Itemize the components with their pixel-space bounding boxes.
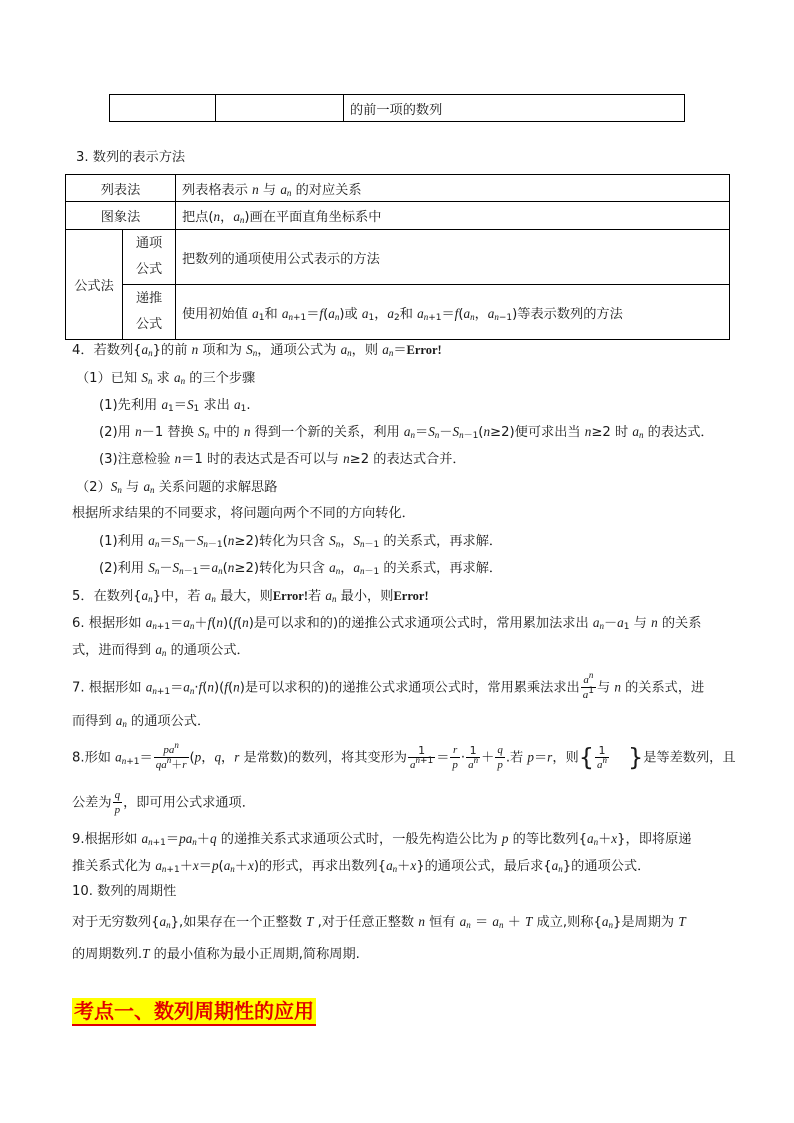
top-table-fragment [109,94,685,122]
item-9-line-1: 9.根据形如 $a_{n+1}=pa_n+q$ 的递推关系式求通项公式时，一般先构造公比为 p 的等比数列$\{a_n+x\}$，即将原递 [72,831,692,848]
step-3: (3)注意检验 n＝1 时的表达式是否可以与 n≥2 的表达式合并． [99,451,466,467]
row-graph-method-label: 图象法 [66,202,176,230]
step-2: (2)用 n－1 替换 $S_n$ 中的 n 得到一个新的关系，利用 $a_n=S_n-S_{n-1}(n\ge 2)$便可求出当 n≥2 时 $a_n$ 的表达式． [99,424,714,441]
fraction-reciprocal-left: $\frac{1}{a^{n+1}}$ [409,743,434,771]
fraction-common-difference: $\frac{q}{p}$ [114,789,121,816]
item-7-line-2: 而得到 $a_n$ 的通项公式． [72,713,211,729]
item-10-line-1: 对于无穷数列$\{a_n\}$,如果存在一个正整数 T ,对于任意正整数 n 恒有 $a_n = a_n + T$ 成立,则称$\{a_n\}$是周期为 T [72,914,686,930]
step-1: (1)先利用 $a_1=S_1$ 求出 $a_1$. [99,397,251,414]
row-formula-method-label: 公式法 [66,230,123,340]
row-graph-method-desc: 把点(n，$a_n$)画在平面直角坐标系中 [176,202,730,230]
top-table-cell-text: 的前一项的数列 [350,102,443,118]
general-term-formula-desc: 把数列的通项使用公式表示的方法 [176,230,730,285]
fraction-reciprocal-an: $\frac{1}{a^n}$ [468,743,479,771]
top-table-cell-3 [344,95,685,122]
row-table-method-label: 列表法 [66,175,176,202]
fraction-recursion: $\frac{pa^n}{qa^n+r}$ [155,740,187,771]
conversion-1: (1)利用 $a_n=S_n-S_{n-1}(n\ge 2)$转化为只含 $S_n$，$S_{n-1}$ 的关系式，再求解． [99,533,503,550]
fraction-an-over-a1: $\frac{a^n}{a^1}$ [582,670,594,701]
item-4-2-intro: 根据所求结果的不同要求，将问题向两个不同的方向转化． [72,506,415,521]
item-10-line-2: 的周期数列.T 的最小值称为最小正周期,简称周期. [72,946,360,962]
item-6-line-1: 6. 根据形如 $a_{n+1}=a_n+f(n)(f(n)$是可以求和的)的递推公式求通项公式时，常用累加法求出 $a_n-a_1$ 与 n 的关系 [72,615,702,632]
conversion-2: (2)利用 $S_n-S_{n-1}=a_n(n\ge 2)$转化为只含 $a_n$，$a_{n-1}$ 的关系式，再求解． [99,560,503,577]
recursive-formula-desc: 使用初始值 $a_1$和 $a_{n+1}=f(a_n)$或 $a_1$，$a_2$和 $a_{n+1}=f(a_n$，$a_{n-1}$)等表示数列的方法 [176,285,730,340]
fraction-reciprocal-set: $\frac{1}{a^n}$ [596,743,607,771]
section-heading-periodicity: 考点一、数列周期性的应用 [72,998,316,1026]
recursive-formula-label: 递推 公式 [123,285,176,340]
general-term-formula-label: 通项 公式 [123,230,176,285]
item-5: 5．在数列$\{a_n\}$中，若 $a_n$ 最大，则Error!若 $a_n$ 最小，则Error! [72,588,429,604]
top-table-cell-2 [216,95,344,122]
section3-title: 3. 数列的表示方法 [76,150,186,165]
item-4: 4．若数列$\{a_n\}$的前 n 项和为 $S_n$，通项公式为 $a_n$，则 $a_n=Error$! [72,342,442,358]
fraction-q-over-p: $\frac{q}{p}$ [497,744,503,771]
fraction-r-over-p: $\frac{r}{p}$ [452,744,458,771]
item-10-title: 10. 数列的周期性 [72,884,177,899]
item-6-line-2: 式，进而得到 $a_n$ 的通项公式． [72,642,250,658]
row-table-method-desc: 列表格表示 n 与 $a_n$ 的对应关系 [176,175,730,202]
representation-table [65,174,730,340]
item-8-line-1: 8.形如 $a_{n+1}=$ $\frac{pa^n}{qa^n+r}$ (p，q，r 是常数)的数列，将其变形为 $\frac{1}{a^{n+1}}$ ＝ $\frac{r}{p}$ · $\frac{1}{a^n}$ ＋ $\frac{q}{p}$ .若 p＝r，则{ $\frac{1}{a^n}$ }是等差数列，且 [72,740,736,772]
item-7-line-1: 7. 根据形如 $a_{n+1}=a_n\cdot f(n)(f(n)$是可以求积的)的递推公式求通项公式时，常用累乘法求出 $\frac{a^n}{a^1}$ 与 n 的关系式，进 [72,670,705,701]
top-table-cell-1 [110,95,216,122]
item-4-1-title: （1）已知 $S_n$ 求 $a_n$ 的三个步骤 [76,370,256,386]
item-8-line-2: 公差为 $\frac{q}{p}$ ，即可用公式求通项． [72,789,255,816]
item-9-line-2: 推关系式化为 $a_{n+1}+x=p(a_n+x)$的形式，再求出数列$\{a_n+x\}$的通项公式，最后求$\{a_n\}$的通项公式． [72,858,651,875]
item-4-2-title: $(2)S_n$ 与 $a_n$ 关系问题的求解思路 [76,479,278,495]
